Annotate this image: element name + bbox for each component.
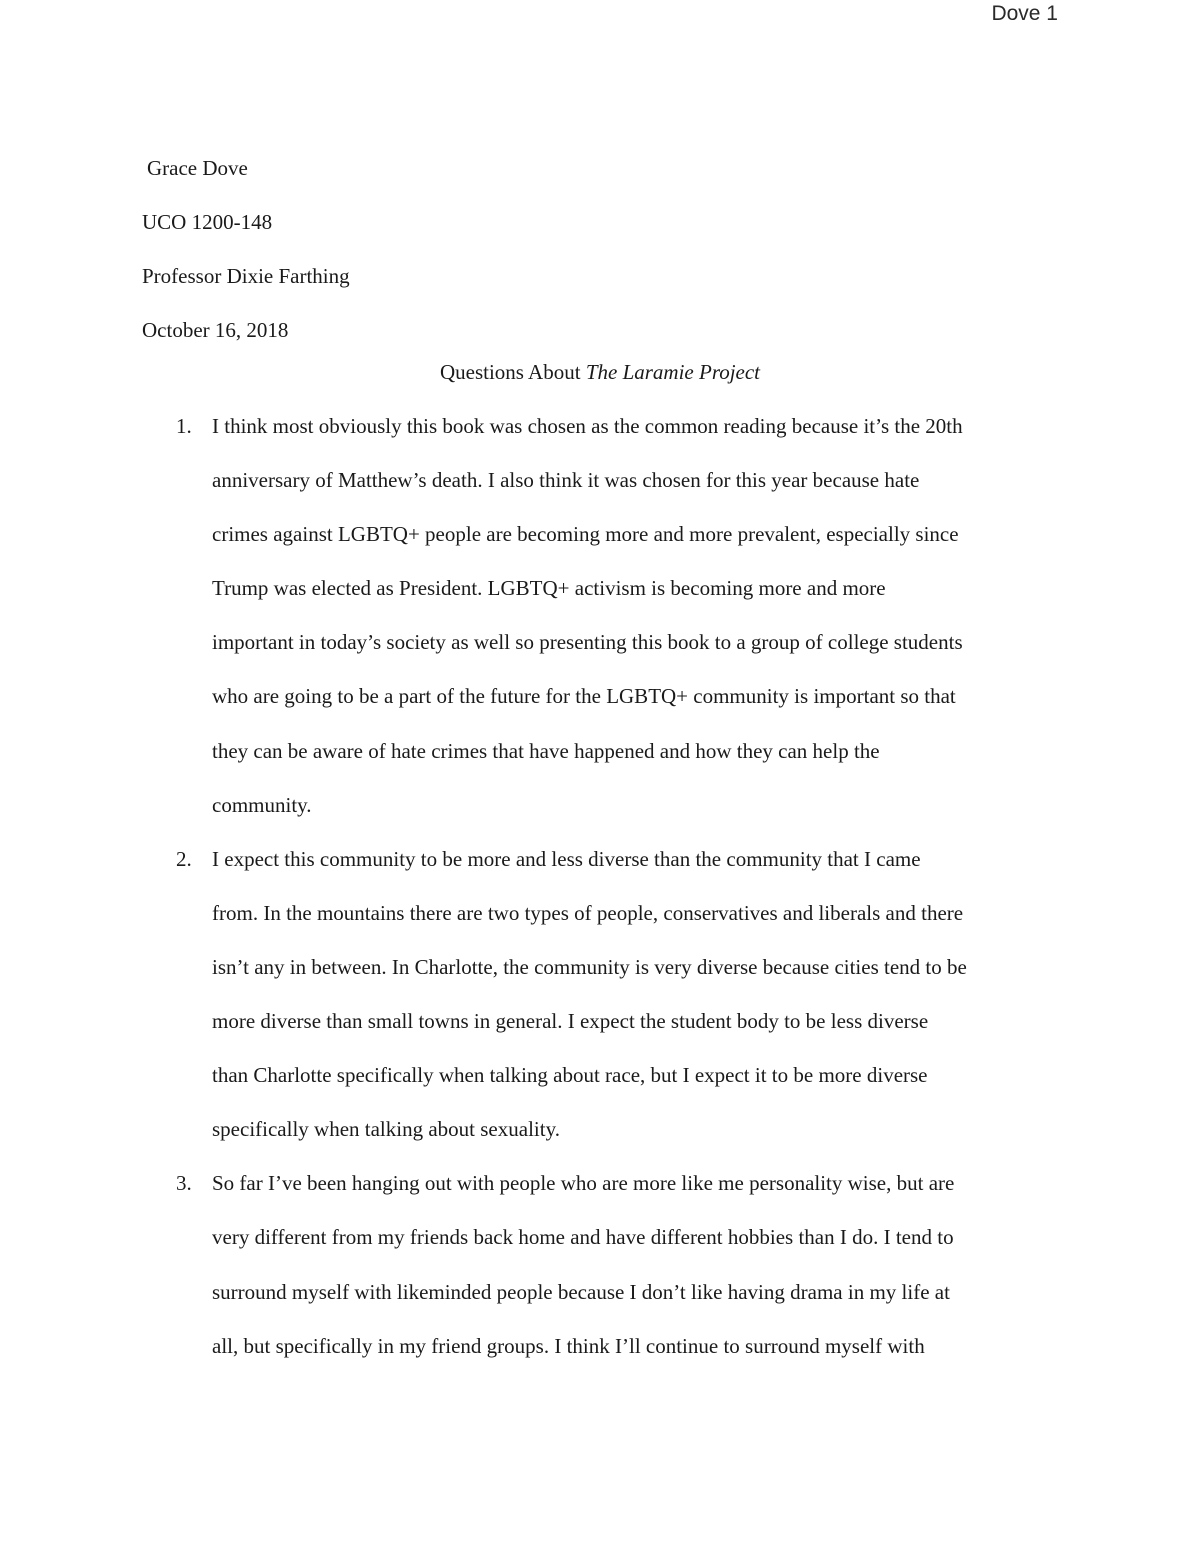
answer-line: more diverse than small towns in general. I expect the student body to be less diverse: [212, 1009, 929, 1034]
mla-heading: [142, 141, 1058, 357]
answer-line: very different from my friends back home and have different hobbies than I do. I tend to: [212, 1225, 954, 1250]
answer-line: community.: [212, 792, 312, 817]
answer-line: Trump was elected as President. LGBTQ+ activism is becoming more and more: [212, 576, 886, 601]
answer-line: anniversary of Matthew’s death. I also think it was chosen for this year because hate: [212, 468, 920, 493]
assignment-date: October 16, 2018: [142, 318, 289, 342]
answer-number: 3.: [176, 1171, 192, 1196]
answer-line: I think most obviously this book was chosen as the common reading because it’s the 20th: [212, 414, 963, 438]
title-prefix: Questions About: [439, 360, 586, 384]
answer-item: [142, 844, 1062, 1169]
answer-line: surround myself with likeminded people because I don’t like having drama in my life at: [212, 1279, 950, 1304]
answer-line: than Charlotte specifically when talking about race, but I expect it to be more diverse: [212, 1063, 928, 1088]
answer-line: they can be aware of hate crimes that have happened and how they can help the: [212, 738, 880, 763]
answer-line: crimes against LGBTQ+ people are becoming more and more prevalent, especially since: [212, 522, 959, 547]
answer-number: 1.: [176, 414, 192, 438]
answer-list: [142, 411, 1062, 1385]
answer-line: specifically when talking about sexuality.: [212, 1117, 560, 1142]
student-name: Grace Dove: [147, 156, 248, 180]
document-title: [142, 357, 1058, 387]
answer-line: I expect this community to be more and less diverse than the community that I came: [212, 846, 921, 871]
answer-line: isn’t any in between. In Charlotte, the community is very diverse because cities tend to be: [212, 954, 967, 979]
answer-line: important in today’s society as well so presenting this book to a group of college students: [212, 630, 963, 655]
answer-line: all, but specifically in my friend groups. I think I’ll continue to surround myself with: [212, 1333, 925, 1358]
course-code: UCO 1200-148: [142, 210, 273, 234]
title-book-name: The Laramie Project: [585, 360, 761, 384]
answer-line: So far I’ve been hanging out with people who are more like me personality wise, but are: [212, 1171, 955, 1196]
instructor-name: Professor Dixie Farthing: [142, 264, 350, 288]
running-head: Dove 1: [991, 2, 1058, 25]
answer-item: [142, 411, 1062, 844]
answer-line: from. In the mountains there are two types of people, conservatives and liberals and there: [212, 900, 964, 925]
answer-line: who are going to be a part of the future for the LGBTQ+ community is important so that: [212, 684, 956, 709]
answer-number: 2.: [176, 846, 192, 871]
answer-item: [142, 1168, 1062, 1384]
